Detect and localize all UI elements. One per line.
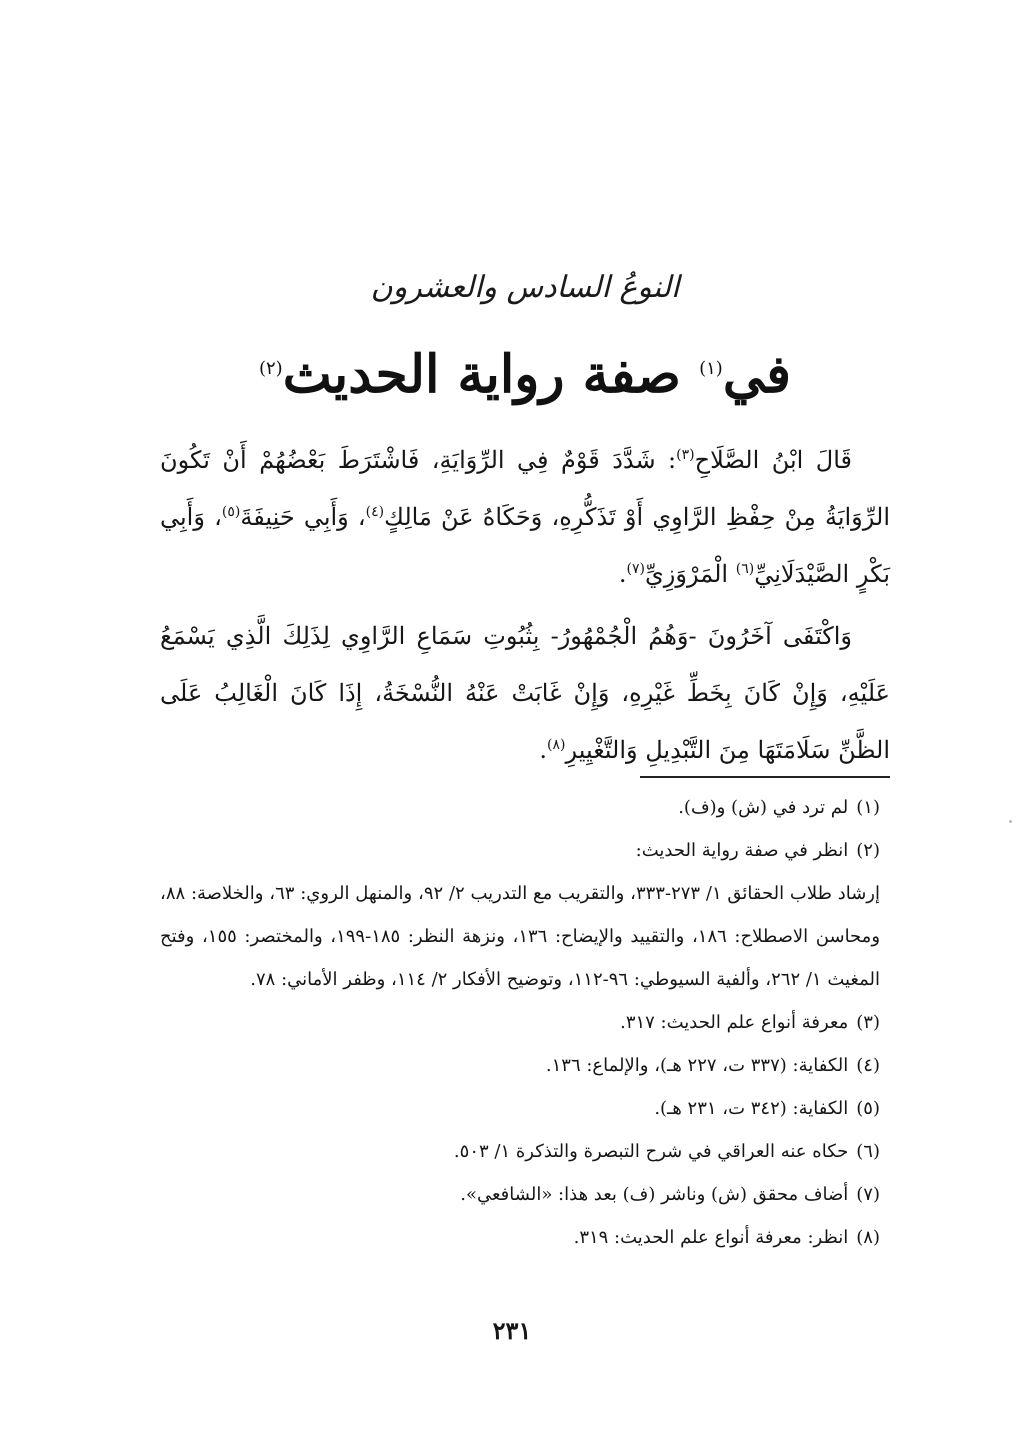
- footnote-text: انظر في صفة رواية الحديث:: [635, 840, 849, 861]
- scan-speck: [1009, 820, 1012, 823]
- footnote-1: [160, 786, 890, 829]
- footnote-ref-4[interactable]: (٤): [365, 504, 385, 520]
- footnote-number: (٥): [856, 1098, 880, 1119]
- paragraph-1-text-e: الْمَرْوَزِيِّ: [645, 560, 736, 588]
- page-number: ٢٣١: [492, 1316, 532, 1345]
- footnote-ref-8[interactable]: (٨): [547, 737, 566, 753]
- chapter-title-prefix: في: [722, 344, 792, 405]
- paragraph-1-text-d: ، وَأَبِي بَكْرٍ الصَّيْدَلَانِيِّ: [160, 503, 890, 588]
- footnote-ref-1[interactable]: (١): [699, 358, 723, 379]
- chapter-title-text: صفة رواية الحديث: [282, 344, 681, 405]
- paragraph-1-text-a: قَالَ ابْنُ الصَّلَاحِ: [694, 446, 853, 474]
- footnote-ref-5[interactable]: (٥): [221, 504, 241, 520]
- footnote-number: (٦): [856, 1141, 880, 1162]
- paragraph-1-text-f: .: [618, 560, 627, 588]
- footnote-ref-6[interactable]: (٦): [735, 561, 755, 577]
- footnote-ref-3[interactable]: (٣): [676, 447, 695, 463]
- paragraph-2: [160, 608, 890, 779]
- footnote-4: [160, 1044, 890, 1087]
- paragraph-1-text-c: ، وَأَبِي حَنِيفَةَ: [240, 503, 366, 531]
- footnote-text: معرفة أنواع علم الحديث: ٣١٧.: [620, 1012, 849, 1033]
- paragraph-1-text-b: : شَدَّدَ قَوْمٌ فِي الرِّوَايَةِ، فَاشْتَرَطَ بَعْضُهُمْ أَنْ تَكُونَ الرِّوَايَةُ مِنْ حِفْظِ الرَّاوِي أَوْ تَذَكُّرِهِ، وَحَكَاهُ عَنْ مَالِكٍ: [160, 446, 890, 531]
- footnote-number: (٧): [856, 1184, 880, 1205]
- paragraph-1: [160, 432, 890, 603]
- footnote-number: (٨): [856, 1227, 880, 1248]
- footnote-number: (٣): [856, 1012, 880, 1033]
- footnote-number: (٤): [856, 1055, 880, 1076]
- footnote-6: [160, 1130, 890, 1173]
- footnote-3: [160, 1001, 890, 1044]
- footnote-7: [160, 1173, 890, 1216]
- footnote-2-body: إرشاد طلاب الحقائق ١/ ٢٧٣-٣٣٣، والتقريب مع التدريب ٢/ ٩٢، والمنهل الروي: ٦٣، والخلاصة: ٨٨، ومحاسن الاصطلاح: ١٨٦، والتقييد والإيضاح: ١٣٦، ونزهة النظر: ١٨٥-١٩٩، والمختصر: ١٥٥، وفتح المغيث ١/ ٢٦٢، وألفية السيوطي: ٩٦-١١٢، وتوضيح الأفكار ٢/ ١١٤، وظفر الأماني: ٧٨.: [160, 883, 881, 990]
- footnote-ref-7[interactable]: (٧): [626, 561, 646, 577]
- footnote-text: الكفاية: (٣٣٧ ت، ٢٢٧ هـ)، والإلماع: ١٣٦.: [545, 1055, 849, 1076]
- footnote-ref-2[interactable]: (٢): [258, 358, 283, 379]
- footnote-text: حكاه عنه العراقي في شرح التبصرة والتذكرة ١/ ٥٠٣.: [453, 1141, 849, 1162]
- footnote-text: أضاف محقق (ش) وناشر (ف) بعد هذا: «الشافعي».: [460, 1184, 849, 1205]
- footnote-number: (١): [856, 797, 880, 818]
- footnote-number: (٢): [856, 840, 880, 861]
- chapter-subtitle: النوعُ السادس والعشرون: [370, 270, 680, 305]
- footnotes: [160, 786, 890, 1259]
- paragraph-2-text-b: .: [539, 736, 548, 764]
- footnote-text: انظر: معرفة أنواع علم الحديث: ٣١٩.: [573, 1227, 849, 1248]
- footnote-5: [160, 1087, 890, 1130]
- footnote-8: [160, 1216, 890, 1259]
- footnote-separator: [640, 776, 890, 778]
- paragraph-2-text-a: وَاكْتَفَى آخَرُونَ -وَهُمُ الْجُمْهُورُ- بِثُبُوتِ سَمَاعِ الرَّاوِي لِذَلِكَ الَّذِي يَسْمَعُ عَلَيْهِ، وَإِنْ كَانَ بِخَطِّ غَيْرِهِ، وَإِنْ غَابَتْ عَنْهُ النُّسْخَةُ، إِذَا كَانَ الْغَالِبُ عَلَى الظَّنِّ سَلَامَتَهَا مِنَ التَّبْدِيلِ وَالتَّغْيِيرِ: [160, 622, 890, 764]
- footnote-text: لم ترد في (ش) و(ف).: [678, 797, 849, 818]
- footnote-2: [160, 829, 890, 872]
- footnote-text: الكفاية: (٣٤٢ ت، ٢٣١ هـ).: [654, 1098, 849, 1119]
- chapter-title: [160, 335, 890, 415]
